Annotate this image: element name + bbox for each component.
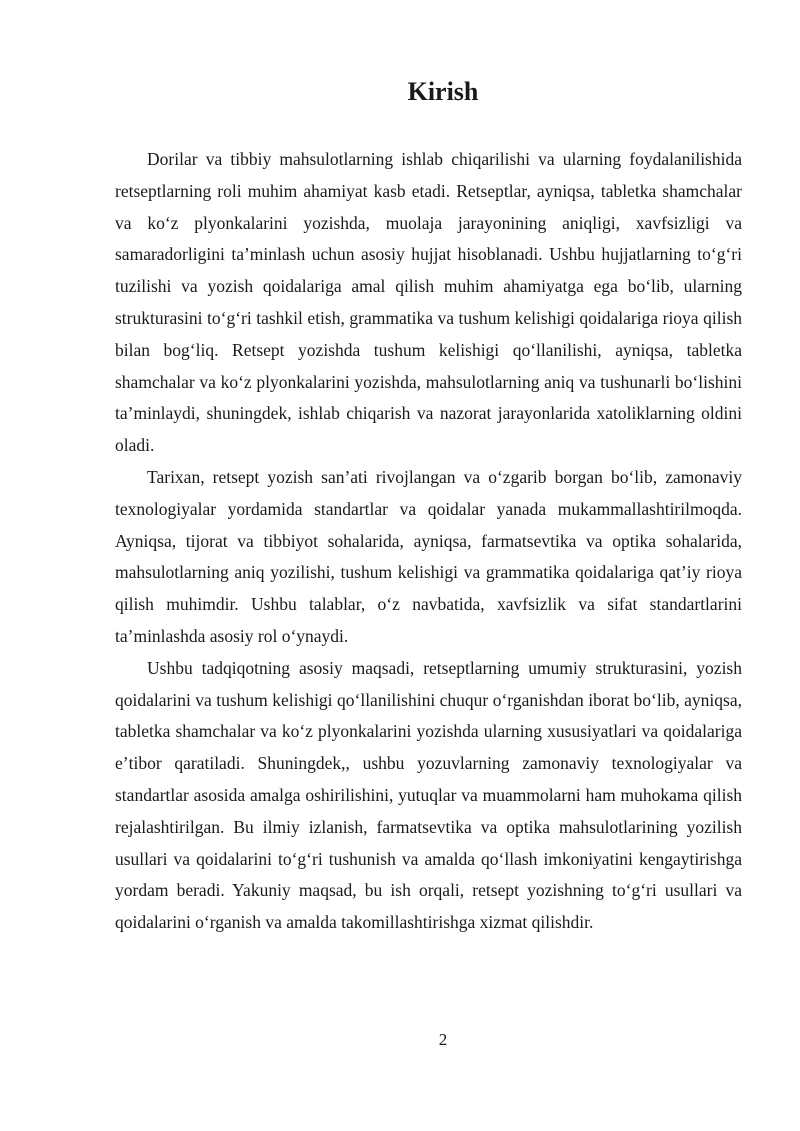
paragraph-1: Dorilar va tibbiy mahsulotlarning ishlab chiqarilishi va ularning foydalanilishida retseptlarning roli muhim ahamiyat kasb etadi. Retseptlar, ayniqsa, tabletka shamchalar va koʻz plyonkalarini yozishda, muolaja jarayonining aniqligi, xavfsizligi va samaradorligini taʼminlash uchun asosiy hujjat hisoblanadi. Ushbu hujjatlarning toʻgʻri tuzilishi va yozish qoidalariga amal qilish muhim ahamiyatga ega boʻlib, ularning strukturasini toʻgʻri tashkil etish, grammatika va tushum kelishigi qoidalariga rioya qilish bilan bogʻliq. Retsept yozishda tushum kelishigi qoʻllanilishi, ayniqsa, tabletka shamchalar va koʻz plyonkalarini yozishda, mahsulotlarning aniq va tushunarli boʻlishini taʼminlaydi, shuningdek, ishlab chiqarish va nazorat jarayonlarida xatoliklarning oldini oladi.	[115, 149, 742, 456]
body-text	[115, 144, 742, 939]
page-number: 2	[438, 1030, 448, 1049]
paragraph-3: Ushbu tadqiqotning asosiy maqsadi, retseptlarning umumiy strukturasini, yozish qoidalarini va tushum kelishigi qoʻllanilishini chuqur oʻrganishdan iborat boʻlib, ayniqsa, tabletka shamchalar va koʻz plyonkalarini yozishda ularning xususiyatlari va qoidalariga eʼtibor qaratiladi. Shuningdek,, ushbu yozuvlarning zamonaviy texnologiyalar va standartlar asosida amalga oshirilishini, yutuqlar va muammolarni ham muhokama qilish rejalashtirilgan. Bu ilmiy izlanish, farmatsevtika va optika mahsulotlarining yozilish usullari va qoidalarini toʻgʻri tushunish va amalda qoʻllash imkoniyatini kengaytirishga yordam beradi. Yakuniy maqsad, bu ish orqali, retsept yozishning toʻgʻri usullari va qoidalarini oʻrganish va amalda takomillashtirishga xizmat qilishdir.	[115, 657, 742, 933]
paragraph-2: Tarixan, retsept yozish sanʼati rivojlangan va oʻzgarib borgan boʻlib, zamonaviy texnologiyalar yordamida standartlar va qoidalar yanada mukammallashtirilmoqda. Ayniqsa, tijorat va tibbiyot sohalarida, ayniqsa, farmatsevtika va optika sohalarida, mahsulotlarning aniq yozilishi, tushum kelishigi va grammatika qoidalariga qatʼiy rioya qilish muhimdir. Ushbu talablar, oʻz navbatida, xavfsizlik va sifat standartlarini taʼminlashda asosiy rol oʻynaydi.	[115, 466, 742, 646]
page-title: Kirish	[407, 77, 479, 106]
